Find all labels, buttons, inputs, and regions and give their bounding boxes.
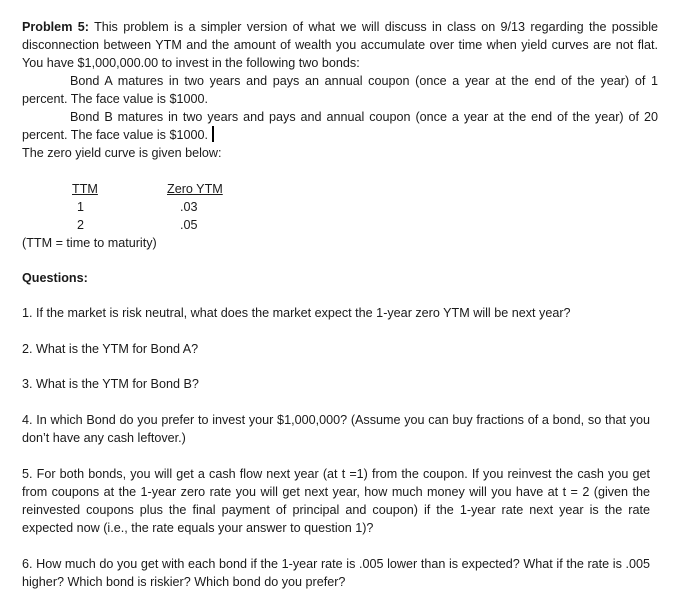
bond-b-description: Bond B matures in two years and pays and annual coupon (once a year at the end of the year) of 20 percent. The face value is $1000.: [22, 110, 658, 142]
question-4: 4. In which Bond do you prefer to invest your $1,000,000? (Assume you can buy fractions of a bond, so that you don’t have any cash leftover.): [22, 413, 650, 445]
intro-paragraph: [22, 18, 658, 72]
questions-heading: Questions:: [22, 271, 88, 285]
question-1: 1. If the market is risk neutral, what does the market expect the 1-year zero YTM will be next year?: [22, 306, 571, 320]
table-header-zero-ytm: Zero YTM: [167, 182, 223, 196]
table-cell-ytm-1: .03: [180, 200, 198, 214]
table-cell-ttm-1: 1: [77, 200, 85, 214]
problem-label: Problem 5:: [22, 20, 89, 34]
bond-b-paragraph: [22, 108, 658, 144]
question-5: 5. For both bonds, you will get a cash flow next year (at t =1) from the coupon. If you reinvest the cash you get from coupons at the 1-year zero rate you will get next year, how much money will you have at t = 2 (given the reinvested coupons plus the final payment of principal and coupon) if the 1-year rate next year is the rate expected now (i.e., the rate equals your answer to question 1)?: [22, 467, 650, 535]
bond-a-description: Bond A matures in two years and pays an annual coupon (once a year at the end of the year) of 1 percent. The face value is $1000.: [22, 74, 658, 106]
question-3: 3. What is the YTM for Bond B?: [22, 377, 199, 391]
table-cell-ytm-2: .05: [180, 218, 198, 232]
question-6: 6. How much do you get with each bond if the 1-year rate is .005 lower than is expected? What if the rate is .005 higher? Which bond is riskier? Which bond do you prefer?: [22, 557, 650, 589]
question-2: 2. What is the YTM for Bond A?: [22, 342, 199, 356]
table-header-ttm: TTM: [72, 182, 98, 196]
intro-text: This problem is a simpler version of what we will discuss in class on 9/13 regarding the possible disconnection between YTM and the amount of wealth you accumulate over time when yield curves are not flat. You have $1,000,000.00 to invest in the following two bonds:: [22, 20, 658, 70]
table-cell-ttm-2: 2: [77, 218, 85, 232]
problem-intro: [22, 18, 658, 162]
table-note: (TTM = time to maturity): [22, 236, 157, 250]
curve-intro: The zero yield curve is given below:: [22, 146, 222, 160]
text-cursor: [212, 126, 214, 142]
